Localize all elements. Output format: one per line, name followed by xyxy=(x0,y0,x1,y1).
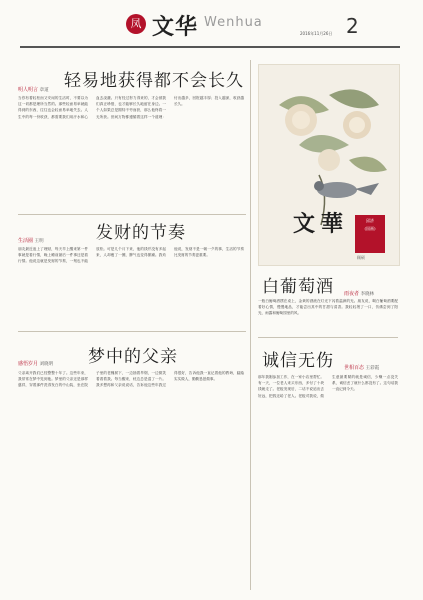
article-2-body: 朋友最近迷上了理财，每天早上醒来第一件事就是看行情，晚上睡前最后一件事还是看行情。他说这就是发财的节奏，一刻也不能放松。可是几个月下来，他的钱并没有多起来，人却瘦了一圈，脾气也变得暴躁。我劝他说，发财不是一朝一夕的事，生活的节奏比发财的节奏更重要。 xyxy=(18,247,244,264)
painting-caption-box xyxy=(355,215,385,253)
article-1-body: 当你有着轻松而又安闲的生活时，不要以为这一切都是理所当然的。那些轻而易举就能得到的东西，往往也会轻而易举地失去。人生中的每一份收获，都需要我们用汗水和心血去浇灌。只有经过努力得来的，才会被我们真正珍惜，也才能够长久地留在身边。一个人如果总是期待不劳而获，那么他终将一无所获。世间万物都遵循着这样一个道理：付出越多，回报越丰厚；投入越深，收获越长久。 xyxy=(18,96,244,119)
article-3-body: 父亲离开我们已经整整十年了。这些年来，我常常在梦中见到他。梦里的父亲还是那样慈祥，穿着那件洗得发白的中山装，坐在院子里的老槐树下，一边抽着旱烟，一边微笑着看着我。每当醒来，枕边总是湿了一片。我多想再和父亲说说话，告诉他这些年我过得很好，告诉他我一直记着他的教诲，踏踏实实做人，勤勤恳恳做事。 xyxy=(18,371,244,388)
article-4-body: 一瓶白葡萄酒摆在桌上，金黄的酒液在灯光下闪着温润的光。朋友说，喝白葡萄酒要配着好心情，慢慢地品，才能尝出其中的甘甜与清香。我轻轻抿了一口，仿佛尝到了阳光、雨露和葡萄园里的风。 xyxy=(258,299,398,316)
article-5-title: 诚信无伤 xyxy=(262,351,334,371)
logo-icon: 凤 xyxy=(126,14,146,34)
painting-caption-3: 顾硕 xyxy=(357,255,365,260)
article-5-body: 那年我刚参加工作，在一家小店里帮忙。有一天，一位老人来买东西，多付了十块钱就走了。老板发现后，二话不说追出去好远，把钱还给了老人。老板对我说，做生意最要紧的就是诚信，少赚一点没关系，诚信丢了就什么都没有了。这句话我一直记到今天。 xyxy=(258,375,398,398)
section-name: 文华 xyxy=(152,14,199,40)
article-5-author-note: 王彩霞 xyxy=(365,366,380,371)
divider-1 xyxy=(18,214,246,215)
column-divider xyxy=(250,60,251,590)
divider-2 xyxy=(18,331,246,332)
painting-caption-1: 邱济 xyxy=(366,218,374,223)
article-2-byline xyxy=(18,237,44,244)
page-number: 2 xyxy=(346,14,359,38)
article-4-title: 白葡萄酒 xyxy=(262,277,334,297)
article-2-author: 生活圈 xyxy=(18,238,34,244)
article-1-author-note: 章道 xyxy=(39,88,49,93)
article-3-author-note: 刘晓明 xyxy=(39,362,54,367)
painting-frame xyxy=(258,64,400,266)
issue-date: 2016年11月26日 xyxy=(300,31,333,36)
article-3-author: 感悟岁月 xyxy=(18,361,39,367)
section-name-english: Wenhua xyxy=(204,15,263,30)
painting-seal-text: 文華 xyxy=(293,211,350,237)
article-5-author: 世相百态 xyxy=(344,365,365,371)
masthead xyxy=(0,0,423,48)
article-1-author: 明人明言 xyxy=(18,87,39,93)
article-3-byline xyxy=(18,360,53,367)
article-2-title: 发财的节奏 xyxy=(96,223,186,243)
article-2-author-note: 王明 xyxy=(34,239,44,244)
article-4-author: 雨夜者 xyxy=(344,291,360,297)
divider-3 xyxy=(258,337,398,338)
masthead-rule xyxy=(20,46,400,48)
article-3-title: 梦中的父亲 xyxy=(88,347,178,367)
article-1-byline xyxy=(18,86,49,93)
article-5-byline xyxy=(344,364,379,371)
painting-caption-2: (国画) xyxy=(364,226,376,231)
article-1-title: 轻易地获得都不会长久 xyxy=(64,71,244,91)
article-4-byline xyxy=(344,290,374,297)
article-4-author-note: 李晓林 xyxy=(360,292,375,297)
